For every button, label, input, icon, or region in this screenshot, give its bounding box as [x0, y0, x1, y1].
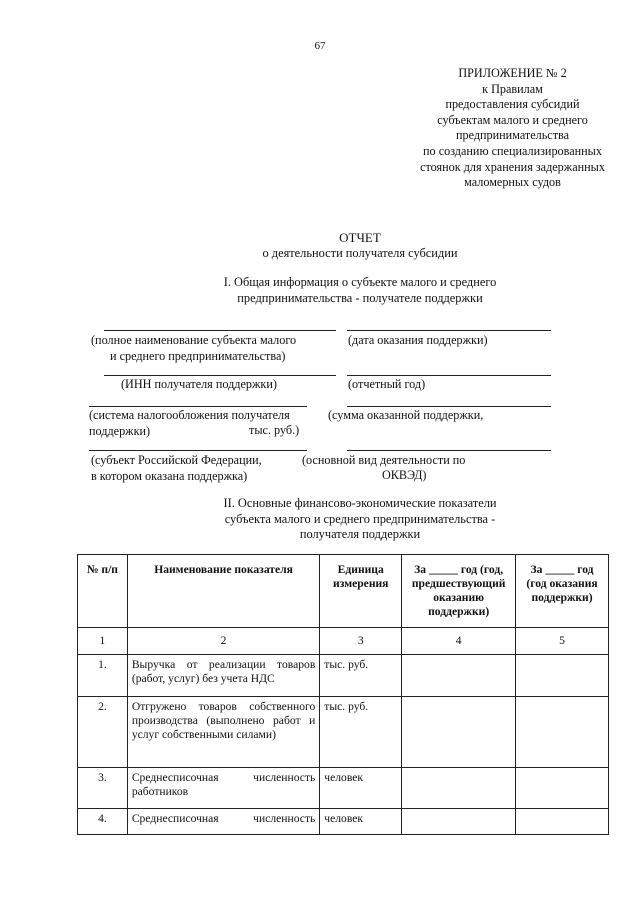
row-prev-year-value — [402, 768, 516, 809]
numbering-cell: 1 — [78, 628, 128, 655]
row-unit: тыс. руб. — [320, 655, 402, 697]
caption-support-date: (дата оказания поддержки) — [348, 333, 488, 347]
appendix-line: стоянок для хранения задержанных — [420, 159, 605, 174]
row-number: 3. — [78, 768, 128, 809]
row-number: 2. — [78, 697, 128, 768]
section2-heading-line: получателя поддержки — [299, 527, 421, 541]
row-prev-year-value — [402, 655, 516, 697]
header-cell: № п/п — [78, 555, 128, 628]
row-indicator-name: Среднесписочная численность работников — [127, 768, 319, 809]
section2-heading-line: субъекта малого и среднего предпринимательства - — [224, 511, 496, 526]
field-underline — [104, 330, 336, 331]
caption-report-year: (отчетный год) — [348, 377, 426, 391]
appendix-line: предпринимательства — [455, 128, 570, 143]
appendix-line: маломерных судов — [464, 175, 561, 190]
caption-full-name: (полное наименование субъекта малого и среднего предпринимательства) — [91, 333, 297, 363]
appendix-block — [365, 66, 640, 191]
field-underline — [347, 375, 551, 376]
row-number: 4. — [78, 809, 128, 835]
appendix-line: по созданию специализированных — [423, 143, 602, 158]
header-cell: За _____ год (год оказания поддержки) — [516, 555, 609, 628]
numbering-cell: 4 — [402, 628, 516, 655]
row-current-year-value — [516, 697, 609, 768]
table-header-row — [78, 555, 609, 628]
row-current-year-value — [516, 768, 609, 809]
numbering-cell: 2 — [127, 628, 319, 655]
field-underline — [347, 450, 551, 451]
table-row — [78, 809, 609, 835]
row-current-year-value — [516, 655, 609, 697]
caption-okved: (основной вид деятельности по — [302, 453, 466, 467]
table-row — [78, 768, 609, 809]
row-prev-year-value — [402, 809, 516, 835]
table-row — [78, 655, 609, 697]
section2-heading-line: II. Основные финансово-экономические показатели — [223, 496, 497, 510]
caption-tax-system: (система налогообложения получателя поддержки) — [89, 408, 290, 438]
appendix-line: субъектам малого и среднего — [437, 112, 588, 127]
caption-region: (субъект Российской Федерации, в котором оказана поддержка) — [91, 453, 262, 483]
row-indicator-name: Выручка от реализации товаров (работ, услуг) без учета НДС — [127, 655, 319, 697]
section1-heading-line: I. Общая информация о субъекте малого и среднего — [223, 275, 497, 289]
page-number: 67 — [314, 40, 326, 52]
report-title: ОТЧЕТ — [339, 230, 381, 245]
table-numbering-row — [78, 628, 609, 655]
header-cell: За _____ год (год, предшествующий оказанию поддержки) — [402, 555, 516, 628]
indicators-table — [77, 554, 609, 835]
field-underline — [89, 406, 307, 407]
row-indicator-name: Среднесписочная численность — [127, 809, 319, 835]
report-subtitle: о деятельности получателя субсидии — [262, 246, 458, 260]
field-underline — [89, 450, 307, 451]
table-row — [78, 697, 609, 768]
caption-support-amount: (сумма оказанной поддержки, — [328, 408, 484, 422]
row-prev-year-value — [402, 697, 516, 768]
caption-okved-tail: ОКВЭД) — [382, 468, 427, 482]
numbering-cell: 5 — [516, 628, 609, 655]
appendix-line: предоставления субсидий — [445, 97, 580, 112]
numbering-cell: 3 — [320, 628, 402, 655]
row-unit: человек — [320, 768, 402, 809]
section1-heading-line: предпринимательства - получателе поддержки — [237, 290, 483, 305]
row-unit: тыс. руб. — [320, 697, 402, 768]
section2-heading — [0, 496, 640, 543]
section1-heading — [0, 275, 640, 306]
row-number: 1. — [78, 655, 128, 697]
appendix-line: ПРИЛОЖЕНИЕ № 2 — [458, 66, 567, 80]
field-underline — [347, 330, 551, 331]
caption-inn: (ИНН получателя поддержки) — [121, 377, 277, 391]
caption-support-amount-unit: тыс. руб.) — [249, 423, 300, 437]
field-underline — [104, 375, 336, 376]
row-unit: человек — [320, 809, 402, 835]
appendix-line: к Правилам — [482, 81, 543, 96]
header-cell: Наименование показателя — [127, 555, 319, 628]
row-indicator-name: Отгружено товаров собственного производства (выполнено работ и услуг собственными силами) — [127, 697, 319, 768]
row-current-year-value — [516, 809, 609, 835]
field-underline — [347, 406, 551, 407]
header-cell: Единица измерения — [320, 555, 402, 628]
